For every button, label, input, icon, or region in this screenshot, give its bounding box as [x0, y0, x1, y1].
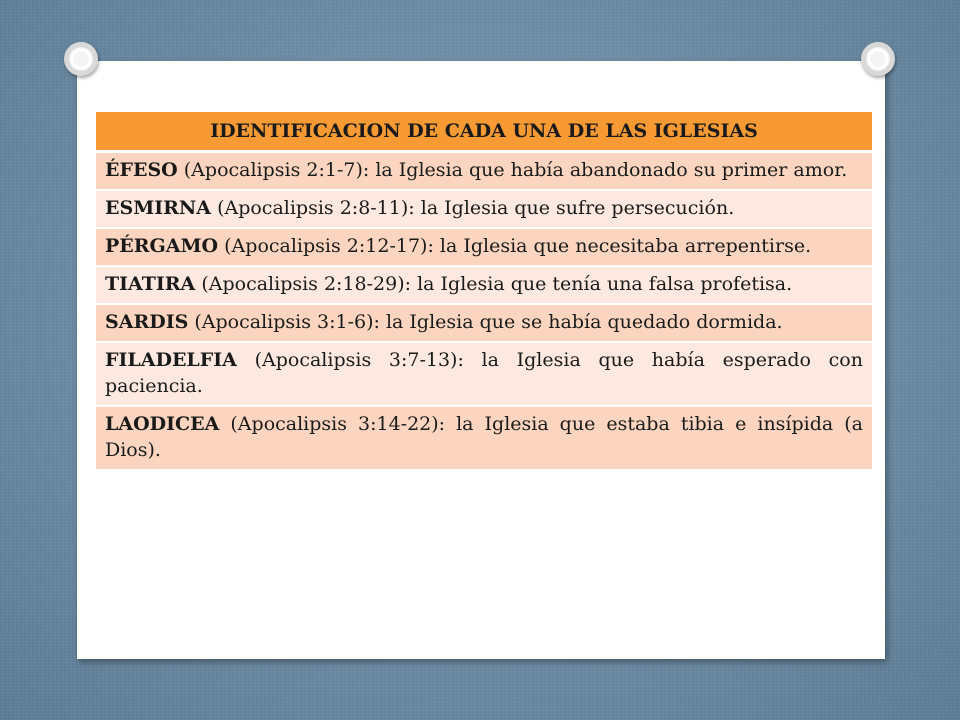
table-row — [96, 190, 872, 228]
table-cell — [96, 266, 872, 304]
church-name: SARDIS — [105, 311, 189, 333]
church-description: (Apocalipsis 3:1-6): la Iglesia que se había quedado dormida. — [188, 311, 783, 333]
table-row — [96, 152, 872, 191]
table-row — [96, 266, 872, 304]
church-name: PÉRGAMO — [105, 235, 219, 257]
church-description: (Apocalipsis 2:1-7): la Iglesia que había abandonado su primer amor. — [177, 159, 848, 181]
table-row — [96, 342, 872, 406]
church-name: LAODICEA — [105, 413, 220, 435]
table-row — [96, 228, 872, 266]
table-header-row — [96, 112, 872, 152]
church-description: (Apocalipsis 3:14-22): la Iglesia que estaba tibia e insípida (a Dios). — [105, 413, 863, 461]
church-description: (Apocalipsis 2:18-29): la Iglesia que tenía una falsa profetisa. — [195, 273, 793, 295]
church-name: TIATIRA — [105, 273, 196, 295]
table-cell — [96, 342, 872, 406]
churches-table — [96, 112, 872, 471]
table-cell — [96, 228, 872, 266]
table-cell — [96, 406, 872, 470]
church-name: ÉFESO — [105, 159, 178, 181]
table-cell — [96, 304, 872, 342]
table-cell — [96, 190, 872, 228]
binder-ring-right-icon — [861, 42, 895, 76]
church-name: FILADELFIA — [105, 349, 237, 371]
table-row — [96, 304, 872, 342]
table-header: IDENTIFICACION DE CADA UNA DE LAS IGLESIAS — [96, 112, 872, 152]
church-description: (Apocalipsis 3:7-13): la Iglesia que había esperado con paciencia. — [105, 349, 863, 397]
table-cell — [96, 152, 872, 191]
church-description: (Apocalipsis 2:8-11): la Iglesia que sufre persecución. — [211, 197, 735, 219]
table-row — [96, 406, 872, 470]
binder-ring-left-icon — [64, 42, 98, 76]
church-description: (Apocalipsis 2:12-17): la Iglesia que necesitaba arrepentirse. — [218, 235, 812, 257]
church-name: ESMIRNA — [105, 197, 212, 219]
